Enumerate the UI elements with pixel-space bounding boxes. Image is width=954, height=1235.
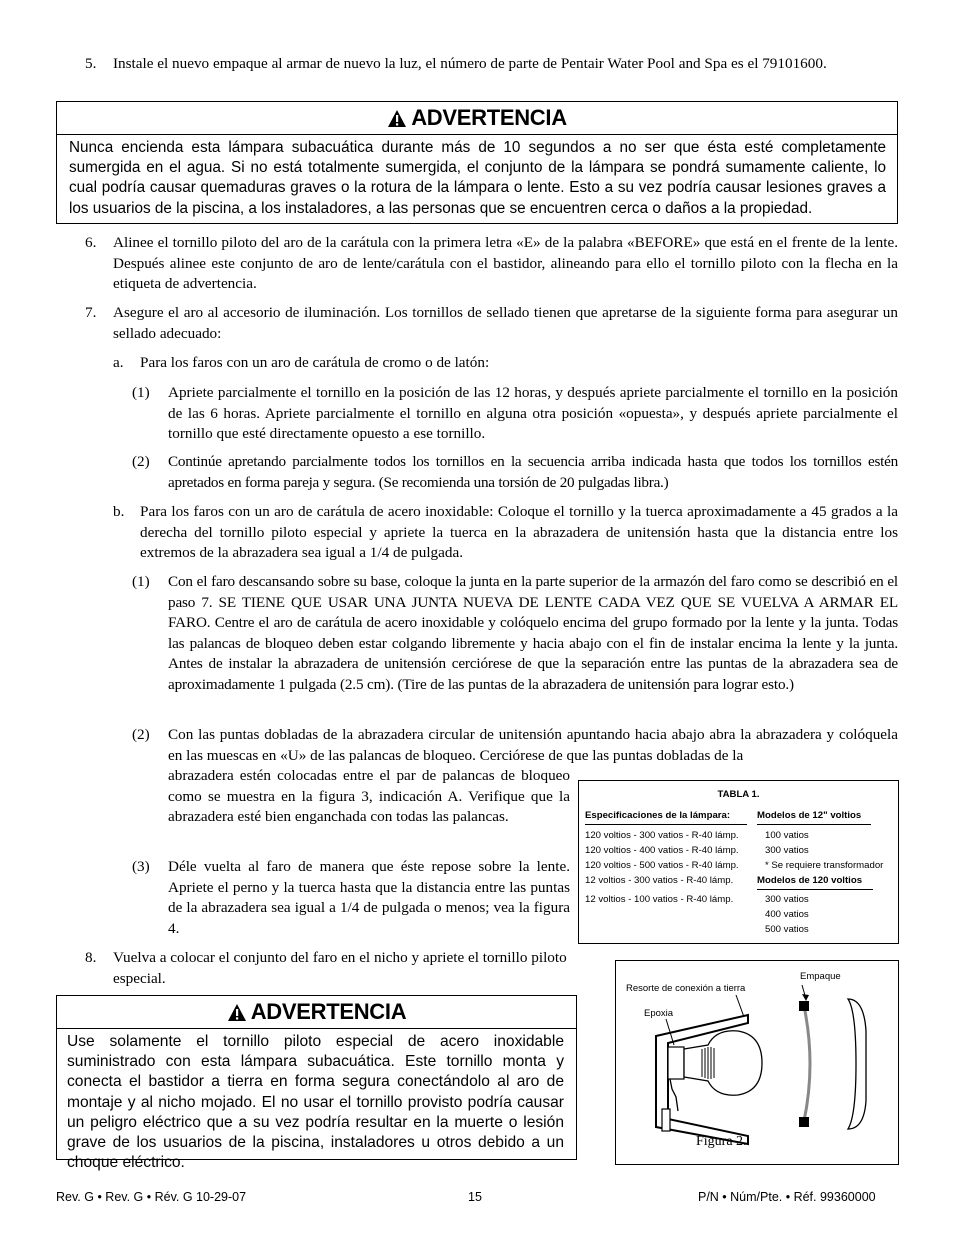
- substep-number: (2): [132, 453, 150, 470]
- substep-number: (1): [132, 384, 150, 401]
- step-8-text: Vuelva a colocar el conjunto del faro en el nicho y apriete el tornillo piloto especial.: [113, 949, 567, 987]
- substep-a1-text: Apriete parcialmente el tornillo en la posición de las 12 horas, y después apriete parcialmente el tornillo en la posición de las 6 horas. Apriete parcialmente el tornillo en alguna otra posición «opuesta», y después apriete parcialmente el tornillo que esté directamente opuesto a ese tornillo.: [168, 384, 898, 442]
- table-row: 400 vatios: [765, 909, 809, 920]
- header-underline: [585, 809, 747, 825]
- step-6-text: Alinee el tornillo piloto del aro de la carátula con la primera letra «E» de la palabra «BEFORE» que está en el frente de la lente. Después alinee este conjunto de aro de lente/carátula con el bastidor, alineando para ello el tornillo piloto con la flecha en la etiqueta de advertencia.: [113, 234, 898, 292]
- header-underline: [757, 809, 871, 825]
- substep-b1-text: Con el faro descansando sobre su base, coloque la junta en la parte superior de la armazón del faro como se describió en el paso 7. SE TIENE QUE USAR UNA JUNTA NUEVA DE LENTE CADA VEZ QUE SE VUELVA A ARMAR EL FARO. Centre el aro de carátula de acero inoxidable y colóquelo encima del grupo formado por la lente y la junta. Todas las palancas de bloqueo deben estar colgando libremente y hacia abajo con el fin de instalar encima la lente y la junta. Antes de instalar la abrazadera de unitensión cerciórese de que la separación entre las puntas de la abrazadera sea de aproximadamente 1 pulgada (2.5 cm). (Tire de las puntas de la abrazadera de unitensión para lograr esto.): [168, 573, 898, 693]
- step-7-text: Asegure el aro al accesorio de iluminación. Los tornillos de sellado tienen que apretarse de la siguiente forma para asegurar un sellado adecuado:: [113, 304, 898, 342]
- figure-2: [615, 960, 899, 1165]
- step-number: 6.: [85, 234, 97, 251]
- table-row: 12 voltios - 100 vatios - R-40 lámp.: [585, 894, 734, 905]
- table-row: 300 vatios: [765, 845, 809, 856]
- table-col2-header-2: Modelos de 120 voltios: [757, 875, 863, 886]
- step-5-text: Instale el nuevo empaque al armar de nuevo la luz, el número de parte de Pentair Water Pool and Spa es el 79101600.: [113, 55, 827, 72]
- figure-caption: Figura 2.: [696, 1134, 747, 1149]
- warning-triangle-icon: [227, 1003, 247, 1022]
- table-row: 120 voltios - 400 vatios - R-40 lámp.: [585, 845, 739, 856]
- table-title: TABLA 1.: [717, 789, 760, 800]
- substep-letter: a.: [113, 354, 124, 371]
- substep-b2-text-b: abrazadera estén colocadas entre el par de palancas de bloqueo como se muestra en la figura 3, indicación A. Verifique que la abrazadera esté bien enganchada con todas las palancas.: [168, 767, 570, 825]
- substep-letter: b.: [113, 503, 125, 520]
- lamp-spec-table: [578, 780, 899, 944]
- substep-b2-text-a: Con las puntas dobladas de la abrazadera circular de unitensión apuntando hacia abajo abra la abrazadera y colóquela en las muescas en «U» de las palancas de bloqueo. Cerciórese de que las puntas dobladas de la: [168, 726, 898, 764]
- warning-header: [57, 996, 576, 1029]
- label-epoxy: Epoxia: [644, 1008, 674, 1019]
- warning-header: [57, 102, 897, 135]
- substep-b-text: Para los faros con un aro de carátula de acero inoxidable: Coloque el tornillo y la tuerca aproximadamente a 45 grados a la derecha del tornillo piloto especial y apriete la tuerca en la abrazadera de unitensión hasta que la distancia entre los extremos de la abrazadera sea igual a 1/4 de pulgada.: [140, 503, 898, 561]
- label-gasket: Empaque: [800, 971, 841, 982]
- footer-revision: Rev. G • Rev. G • Rév. G 10-29-07: [56, 1190, 247, 1204]
- step-number: 7.: [85, 304, 97, 321]
- header-underline: [757, 874, 873, 890]
- warning-text: Nunca encienda esta lámpara subacuática durante más de 10 segundos a no ser que ésta esté completamente sumergida en el agua. Si no está totalmente sumergida, el conjunto de la lámpara se pondrá sumamente caliente, lo cual podría causar quemaduras graves o la rotura de la lámpara o lente. Esto a su vez podría causar lesiones graves a los usuarios de la piscina, a los instaladores, a las personas que se encuentren cerca o daños a la propiedad.: [69, 139, 886, 217]
- table-row: 300 vatios: [765, 894, 809, 905]
- table-row: 100 vatios: [765, 830, 809, 841]
- warning-title: ADVERTENCIA: [250, 999, 407, 1024]
- warning-triangle-icon: [387, 109, 407, 128]
- substep-a-text: Para los faros con un aro de carátula de cromo o de latón:: [140, 354, 490, 371]
- substep-number: (1): [132, 573, 150, 590]
- table-col1-header: Especificaciones de la lámpara:: [585, 810, 731, 821]
- table-row: * Se requiere transformador: [765, 860, 884, 871]
- footer-page-number: 15: [468, 1190, 482, 1204]
- warning-title: ADVERTENCIA: [411, 105, 567, 130]
- step-number: 8.: [85, 949, 97, 966]
- warning-box-1: [56, 101, 898, 224]
- table-row: 120 voltios - 500 vatios - R-40 lámp.: [585, 860, 739, 871]
- warning-box-2: [56, 995, 577, 1172]
- table-row: 120 voltios - 300 vatios - R-40 lámp.: [585, 830, 739, 841]
- substep-number: (2): [132, 726, 150, 743]
- substep-b3-text: Déle vuelta al faro de manera que éste repose sobre la lente. Apriete el perno y la tuerca hasta que la distancia entre las puntas de la abrazadera sea igual a 1/4 de pulgada o menos; vea la figura 4.: [168, 858, 570, 937]
- footer-part-number: P/N • Núm/Pte. • Réf. 99360000: [698, 1190, 876, 1204]
- table-col2-header: Modelos de 12" voltios: [757, 810, 862, 821]
- step-number: 5.: [85, 55, 97, 72]
- warning-text: Use solamente el tornillo piloto especial de acero inoxidable suministrado con esta lámpara subacuática. Este tornillo monta y conecta el bastidor a tierra en forma segura conectándolo al aro de montaje y al nicho mojado. El no usar el tornillo provisto podría causar un peligro eléctrico que a su vez podría resultar en la muerte o lesión grave de los usuarios de la piscina, instaladores u otros debido a un choque eléctrico.: [67, 1033, 564, 1172]
- table-row: 12 voltios - 300 vatios - R-40 lámp.: [585, 875, 734, 886]
- label-grounding-spring: Resorte de conexión a tierra: [626, 983, 746, 994]
- substep-a2-text: Continúe apretando parcialmente todos los tornillos en la secuencia arriba indicada hasta que todos los tornillos estén apretados en forma pareja y segura. (Se recomienda una torsión de 20 pulgadas libra.): [168, 453, 898, 491]
- substep-number: (3): [132, 858, 150, 875]
- table-row: 500 vatios: [765, 924, 809, 935]
